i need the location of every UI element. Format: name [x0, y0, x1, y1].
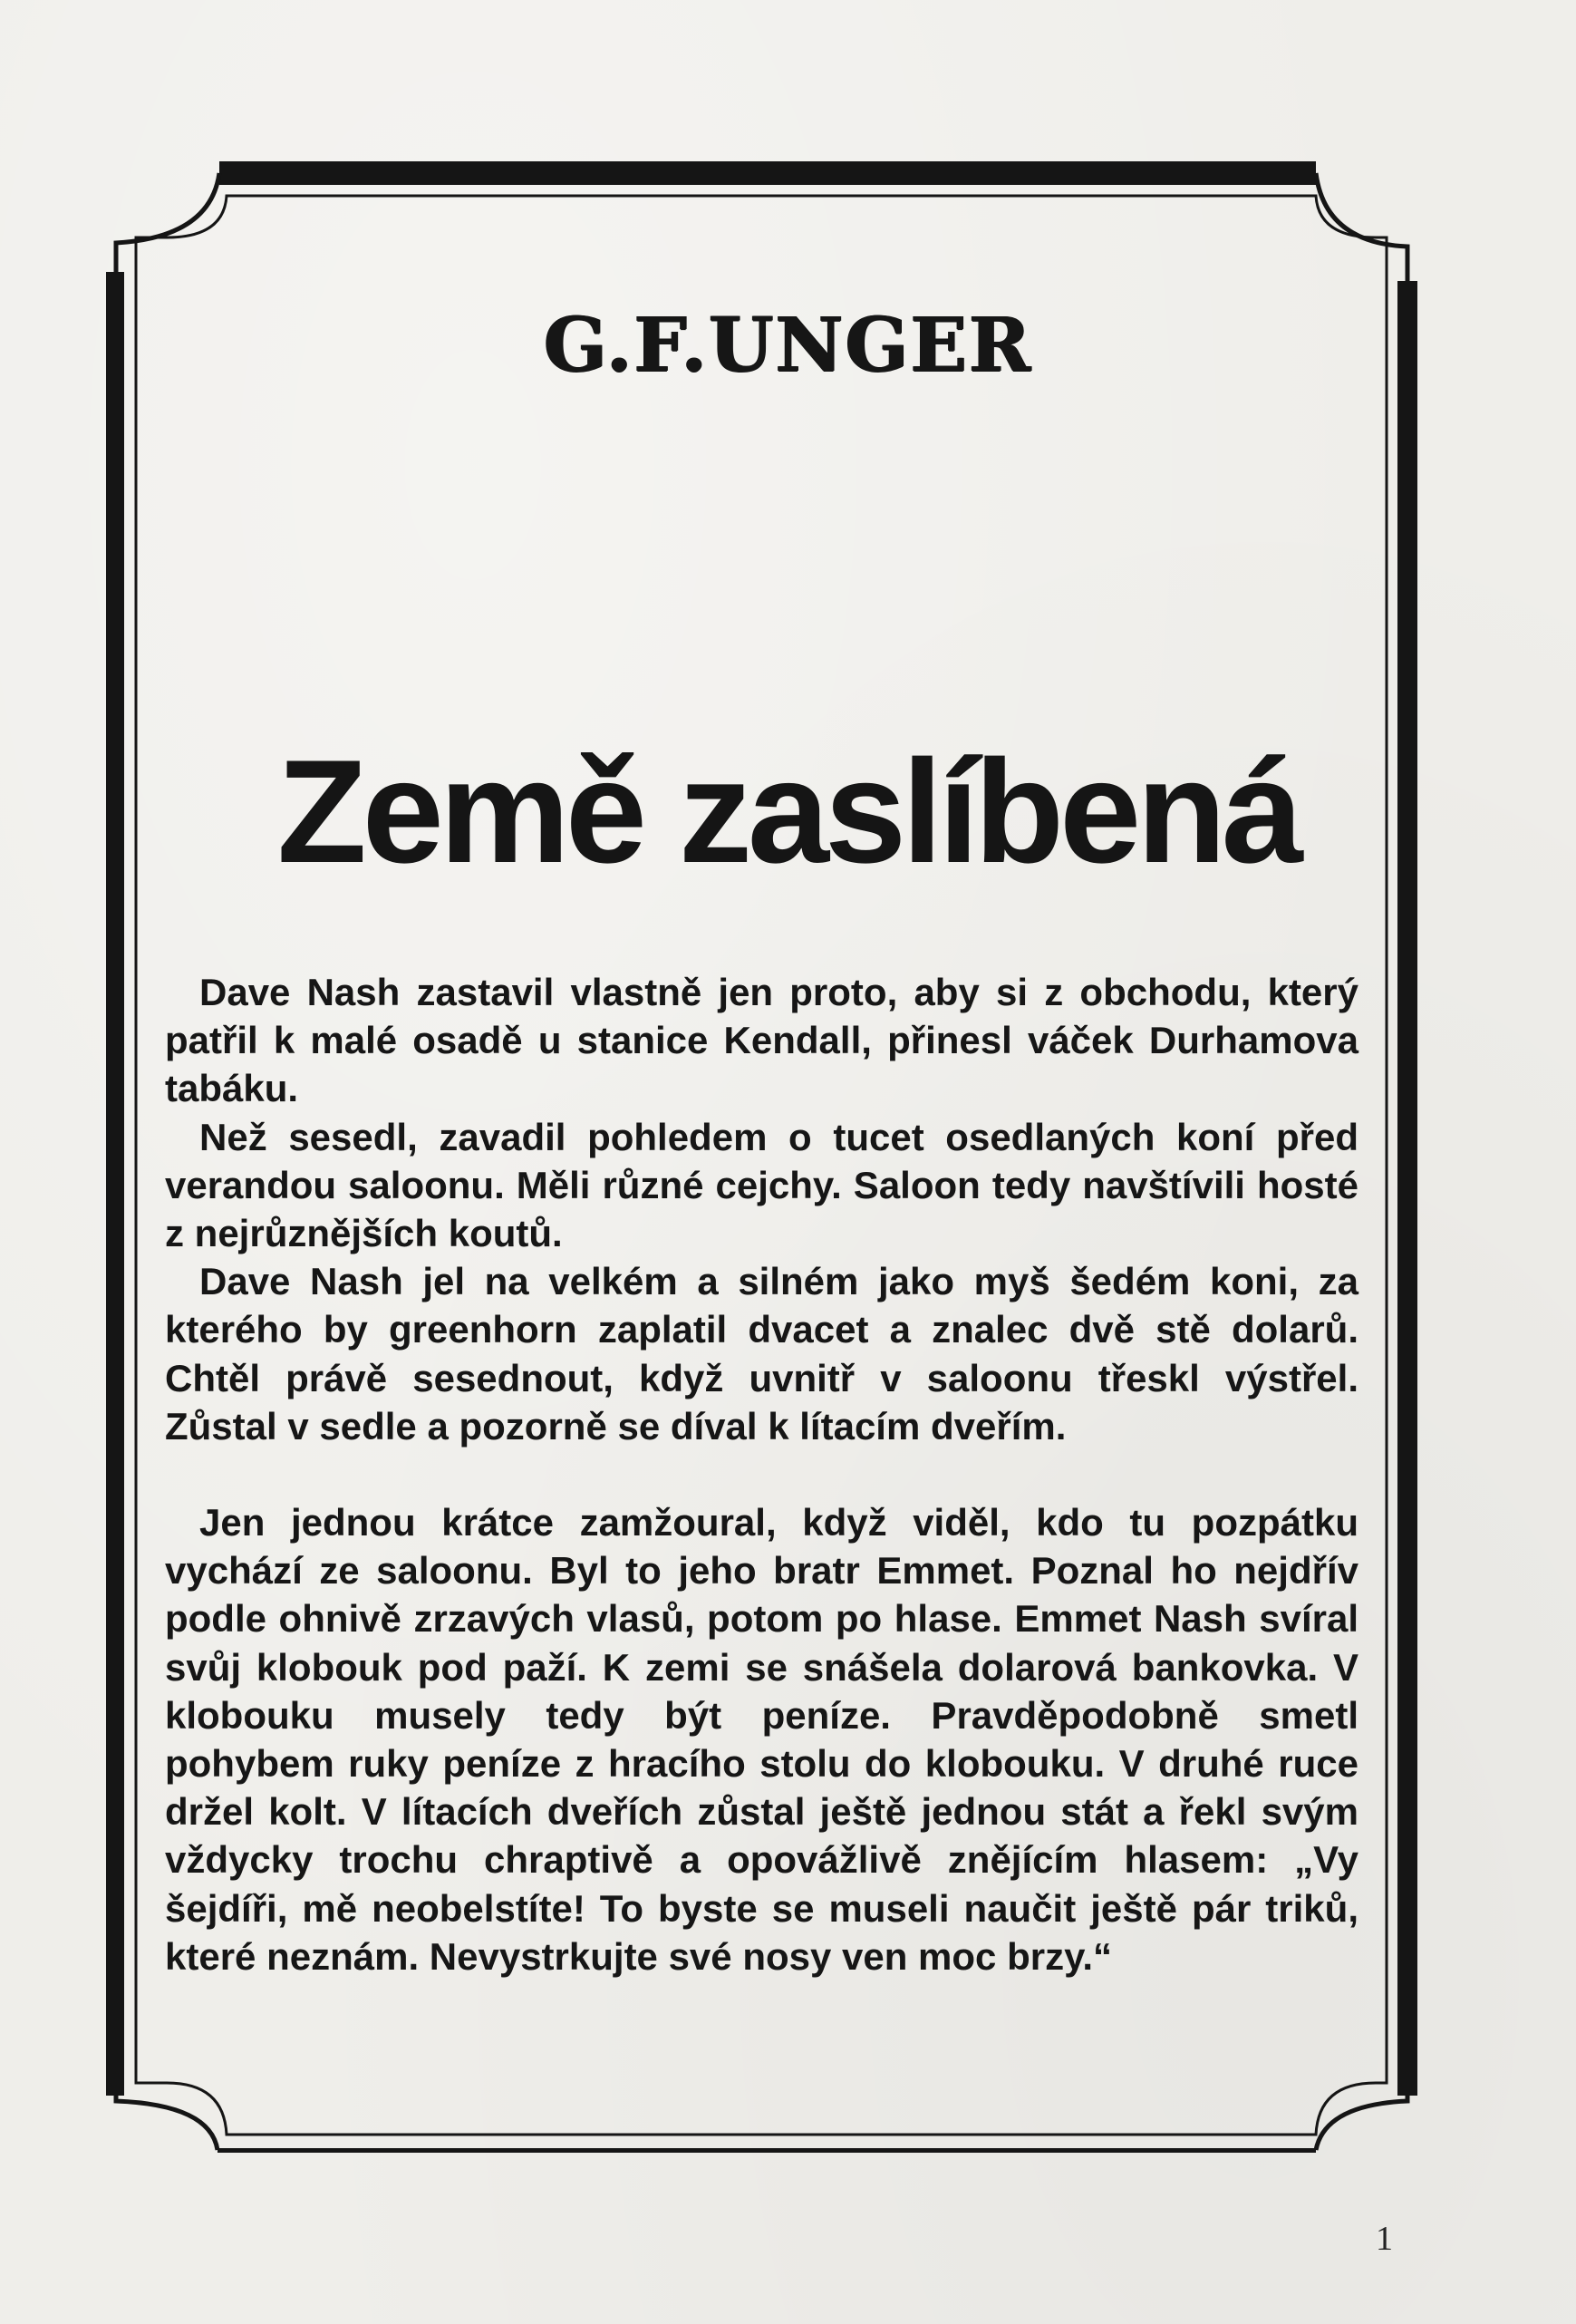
paragraph: Než sesedl, zavadil pohledem o tucet osedlaných koní před verandou saloonu. Měli různé cejchy. Saloon tedy navštívili hosté z nejrůznějších koutů.	[165, 1115, 1358, 1255]
story-text	[165, 968, 1358, 1980]
page-number: 1	[1376, 2220, 1393, 2258]
paragraph: Dave Nash jel na velkém a silném jako myš šedém koni, za kterého by greenhorn zaplatil dvacet a znalec dvě stě dolarů. Chtěl právě sesednout, když uvnitř v saloonu třeskl výstřel. Zůstal v sedle a pozorně se díval k lítacím dveřím.	[165, 1260, 1358, 1448]
book-title: Země zaslíbená	[276, 730, 1300, 894]
paragraph: Jen jednou krátce zamžoural, když viděl, kdo tu pozpátku vychází ze saloonu. Byl to jeho bratr Emmet. Poznal ho nejdřív podle ohnivě zrzavých vlasů, potom po hlase. Emmet Nash svíral svůj klobouk pod paží. K zemi se snášela dolarová bankovka. V klobouku musely tedy být peníze. Pravděpodobně smetl pohybem ruky peníze z hracího stolu do klobouku. V druhé ruce držel kolt. V lítacích dveřích zůstal ještě jednou stát a řekl svým vždycky trochu chraptivě a opovážlivě znějícím hlasem: „Vy šejdíři, mě neobelstíte! To byste se museli naučit ještě pár triků, které neznám. Nevystrkujte své nosy ven moc brzy.“	[165, 1501, 1358, 1978]
author-name: G.F.UNGER	[543, 302, 1033, 389]
paragraph: Dave Nash zastavil vlastně jen proto, aby si z obchodu, který patřil k malé osadě u stanice Kendall, přinesl váček Durhamova tabáku.	[165, 971, 1358, 1110]
